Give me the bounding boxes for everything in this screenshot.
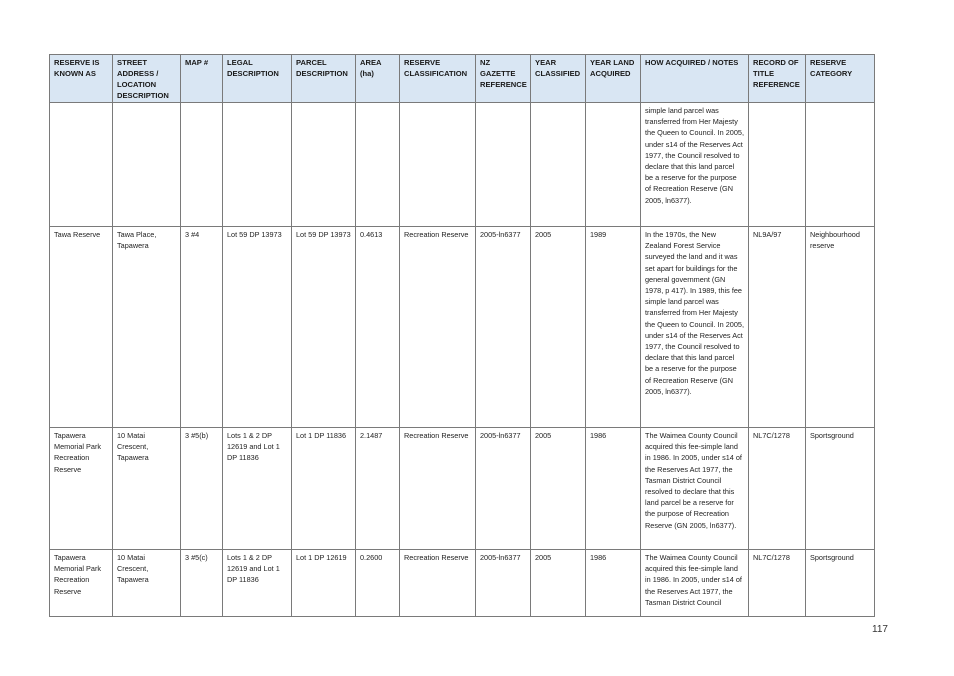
cell-area: 2.1487	[356, 428, 400, 550]
cell-reserve-name	[50, 103, 113, 227]
cell-how-acquired: In the 1970s, the New Zealand Forest Service surveyed the land and it was set apart for buildings for the general government (GN 1978, p 417). In 1989, this fee simple land parcel was transferred from Her Majesty the Queen to Council. In 2005, under s14 of the Reserves Act 1977, the Council resolved to declare that this land parcel be a reserve for the purpose of Recreation Reserve (GN 2005, ln6377).	[641, 227, 749, 428]
cell-title-reference: NL7C/1278	[749, 550, 806, 617]
cell-parcel-description	[292, 103, 356, 227]
cell-title-reference: NL7C/1278	[749, 428, 806, 550]
cell-street-address: 10 Matai Crescent, Tapawera	[113, 428, 181, 550]
page-number: 117	[872, 624, 888, 635]
reserves-table	[49, 54, 875, 617]
cell-reserve-name: Tawa Reserve	[50, 227, 113, 428]
cell-reserve-classification: Recreation Reserve	[400, 227, 476, 428]
cell-legal-description: Lots 1 & 2 DP 12619 and Lot 1 DP 11836	[223, 550, 292, 617]
cell-reserve-classification: Recreation Reserve	[400, 550, 476, 617]
header-legal-description: LEGAL DESCRIPTION	[223, 55, 292, 103]
cell-reserve-name: Tapawera Memorial Park Recreation Reserve	[50, 428, 113, 550]
cell-street-address: Tawa Place, Tapawera	[113, 227, 181, 428]
cell-how-acquired: simple land parcel was transferred from Her Majesty the Queen to Council. In 2005, under s14 of the Reserves Act 1977, the Council resolved to declare that this land parcel be a reserve for the purpose of Recreation Reserve (GN 2005, ln6377).	[641, 103, 749, 227]
cell-how-acquired: The Waimea County Council acquired this fee-simple land in 1986. In 2005, under s14 of the Reserves Act 1977, the Tasman District Council resolved to declare that this land parcel be a reserve for the purpose of Recreation Reserve (GN 2005, ln6377).	[641, 428, 749, 550]
cell-gazette-reference: 2005-ln6377	[476, 227, 531, 428]
cell-year-acquired	[586, 103, 641, 227]
cell-year-classified: 2005	[531, 428, 586, 550]
table-row	[50, 428, 875, 550]
cell-gazette-reference	[476, 103, 531, 227]
header-how-acquired: HOW ACQUIRED / NOTES	[641, 55, 749, 103]
cell-year-acquired: 1989	[586, 227, 641, 428]
cell-area: 0.2600	[356, 550, 400, 617]
header-area: AREA (ha)	[356, 55, 400, 103]
cell-area	[356, 103, 400, 227]
cell-legal-description	[223, 103, 292, 227]
cell-legal-description: Lots 1 & 2 DP 12619 and Lot 1 DP 11836	[223, 428, 292, 550]
header-street-address: STREET ADDRESS / LOCATION DESCRIPTION	[113, 55, 181, 103]
cell-how-acquired: The Waimea County Council acquired this fee-simple land in 1986. In 2005, under s14 of the Reserves Act 1977, the Tasman District Council	[641, 550, 749, 617]
cell-map-number: 3 #5(c)	[181, 550, 223, 617]
cell-reserve-classification	[400, 103, 476, 227]
cell-reserve-category: Sportsground	[806, 550, 875, 617]
table-row	[50, 103, 875, 227]
cell-gazette-reference: 2005-ln6377	[476, 550, 531, 617]
cell-map-number: 3 #5(b)	[181, 428, 223, 550]
header-gazette-reference: NZ GAZETTE REFERENCE	[476, 55, 531, 103]
header-map-number: MAP #	[181, 55, 223, 103]
cell-title-reference	[749, 103, 806, 227]
cell-reserve-category: Sportsground	[806, 428, 875, 550]
cell-year-classified	[531, 103, 586, 227]
cell-street-address: 10 Matai Crescent, Tapawera	[113, 550, 181, 617]
cell-reserve-category	[806, 103, 875, 227]
cell-year-classified: 2005	[531, 550, 586, 617]
cell-year-acquired: 1986	[586, 550, 641, 617]
cell-year-classified: 2005	[531, 227, 586, 428]
cell-gazette-reference: 2005-ln6377	[476, 428, 531, 550]
table-row	[50, 227, 875, 428]
cell-reserve-name: Tapawera Memorial Park Recreation Reserve	[50, 550, 113, 617]
cell-map-number	[181, 103, 223, 227]
header-reserve-category: RESERVE CATEGORY	[806, 55, 875, 103]
header-year-classified: YEAR CLASSIFIED	[531, 55, 586, 103]
cell-reserve-category: Neighbourhood reserve	[806, 227, 875, 428]
cell-year-acquired: 1986	[586, 428, 641, 550]
table-header-row	[50, 55, 875, 103]
cell-title-reference: NL9A/97	[749, 227, 806, 428]
cell-street-address	[113, 103, 181, 227]
cell-parcel-description: Lot 59 DP 13973	[292, 227, 356, 428]
header-reserve-name: RESERVE IS KNOWN AS	[50, 55, 113, 103]
cell-legal-description: Lot 59 DP 13973	[223, 227, 292, 428]
cell-area: 0.4613	[356, 227, 400, 428]
header-year-acquired: YEAR LAND ACQUIRED	[586, 55, 641, 103]
header-parcel-description: PARCEL DESCRIPTION	[292, 55, 356, 103]
cell-map-number: 3 #4	[181, 227, 223, 428]
cell-parcel-description: Lot 1 DP 12619	[292, 550, 356, 617]
table-row	[50, 550, 875, 617]
cell-parcel-description: Lot 1 DP 11836	[292, 428, 356, 550]
header-reserve-classification: RESERVE CLASSIFICATION	[400, 55, 476, 103]
cell-reserve-classification: Recreation Reserve	[400, 428, 476, 550]
header-title-reference: RECORD OF TITLE REFERENCE	[749, 55, 806, 103]
